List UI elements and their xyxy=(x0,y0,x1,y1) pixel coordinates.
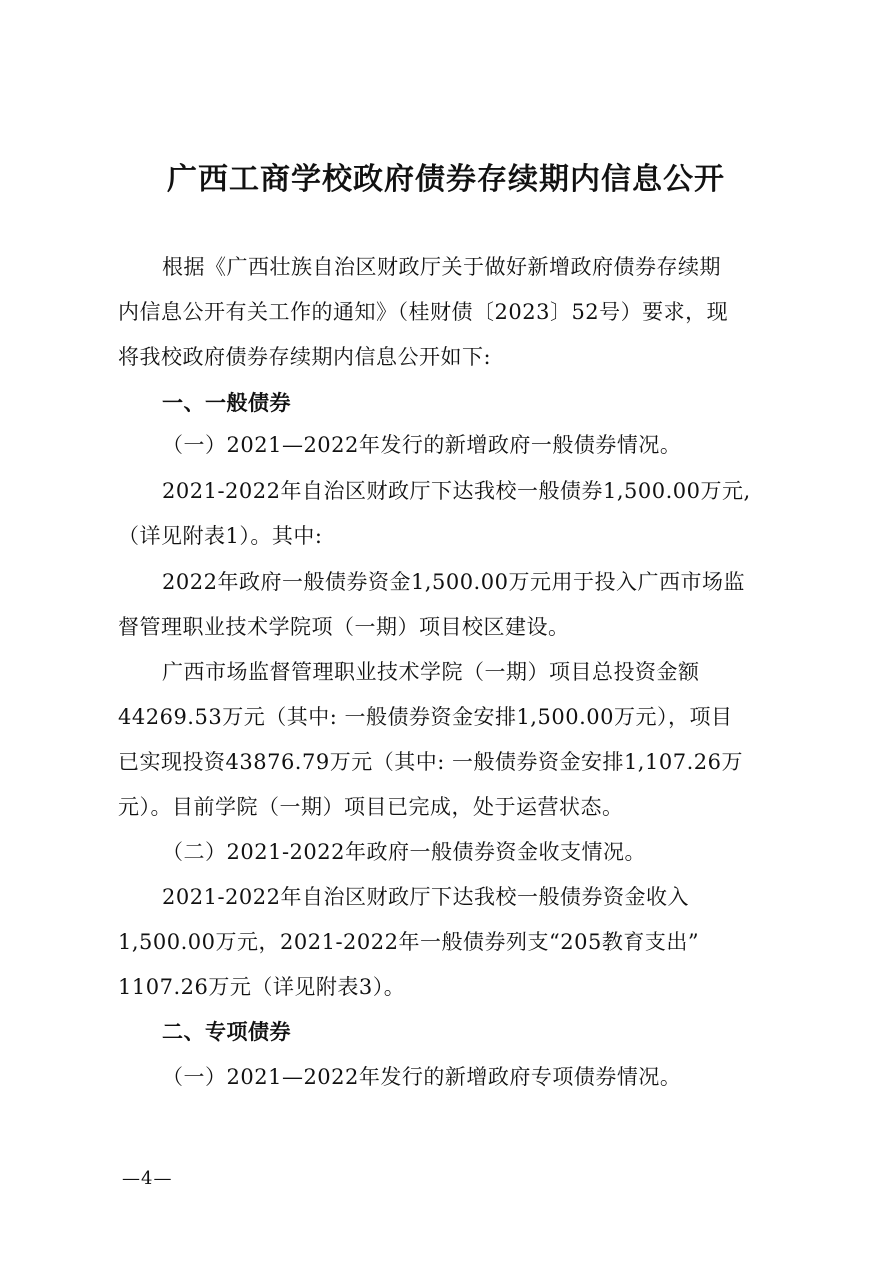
section-heading: 二、专项债券 xyxy=(162,1020,291,1044)
paragraph-line: 元）。目前学院（一期）项目已完成，处于运营状态。 xyxy=(118,795,624,819)
subsection-heading: （二）2021-2022年政府一般债券资金收支情况。 xyxy=(162,840,646,864)
sub3-heading-block xyxy=(118,1055,788,1100)
paragraph-2 xyxy=(118,560,788,650)
sub2-heading-block xyxy=(118,830,788,875)
paragraph-line: 已实现投资43876.79万元（其中: 一般债券资金安排1,107.26万 xyxy=(118,750,743,774)
paragraph-line: 1107.26万元（详见附表3）。 xyxy=(118,975,406,999)
document-title: 广西工商学校政府债券存续期内信息公开 xyxy=(167,162,725,197)
paragraph-line: 广西市场监督管理职业技术学院（一期）项目总投资金额 xyxy=(162,660,700,684)
paragraph-3 xyxy=(118,650,788,830)
paragraph-line: 2021-2022年自治区财政厅下达我校一般债券1,500.00万元, xyxy=(162,479,751,503)
page-number: —4— xyxy=(122,1168,173,1189)
paragraph-line: 1,500.00万元，2021-2022年一般债券列支“205教育支出” xyxy=(118,930,700,954)
paragraph-line: 44269.53万元（其中: 一般债券资金安排1,500.00万元），项目 xyxy=(118,705,733,729)
paragraph-line: 2022年政府一般债券资金1,500.00万元用于投入广西市场监 xyxy=(162,570,745,594)
section1-heading-block xyxy=(118,381,788,426)
subsection-heading: （一）2021—2022年发行的新增政府专项债券情况。 xyxy=(162,1065,682,1089)
section-heading: 一、一般债券 xyxy=(162,391,291,415)
intro-line: 根据《广西壮族自治区财政厅关于做好新增政府债券存续期 xyxy=(162,255,721,279)
paragraph-line: （详见附表1）。其中: xyxy=(118,524,323,548)
paragraph-line: 督管理职业技术学院项（一期）项目校区建设。 xyxy=(118,615,570,639)
subsection-heading: （一）2021—2022年发行的新增政府一般债券情况。 xyxy=(162,433,682,457)
intro-line: 将我校政府债券存续期内信息公开如下: xyxy=(118,345,492,369)
sub1-heading-block xyxy=(118,423,788,468)
paragraph-4 xyxy=(118,875,788,1010)
intro-line: 内信息公开有关工作的通知》（桂财债〔2023〕52号）要求，现 xyxy=(118,300,729,324)
section2-heading-block xyxy=(118,1010,788,1055)
paragraph-line: 2021-2022年自治区财政厅下达我校一般债券资金收入 xyxy=(162,885,689,909)
paragraph-1 xyxy=(118,469,788,559)
intro-paragraph xyxy=(118,245,788,380)
